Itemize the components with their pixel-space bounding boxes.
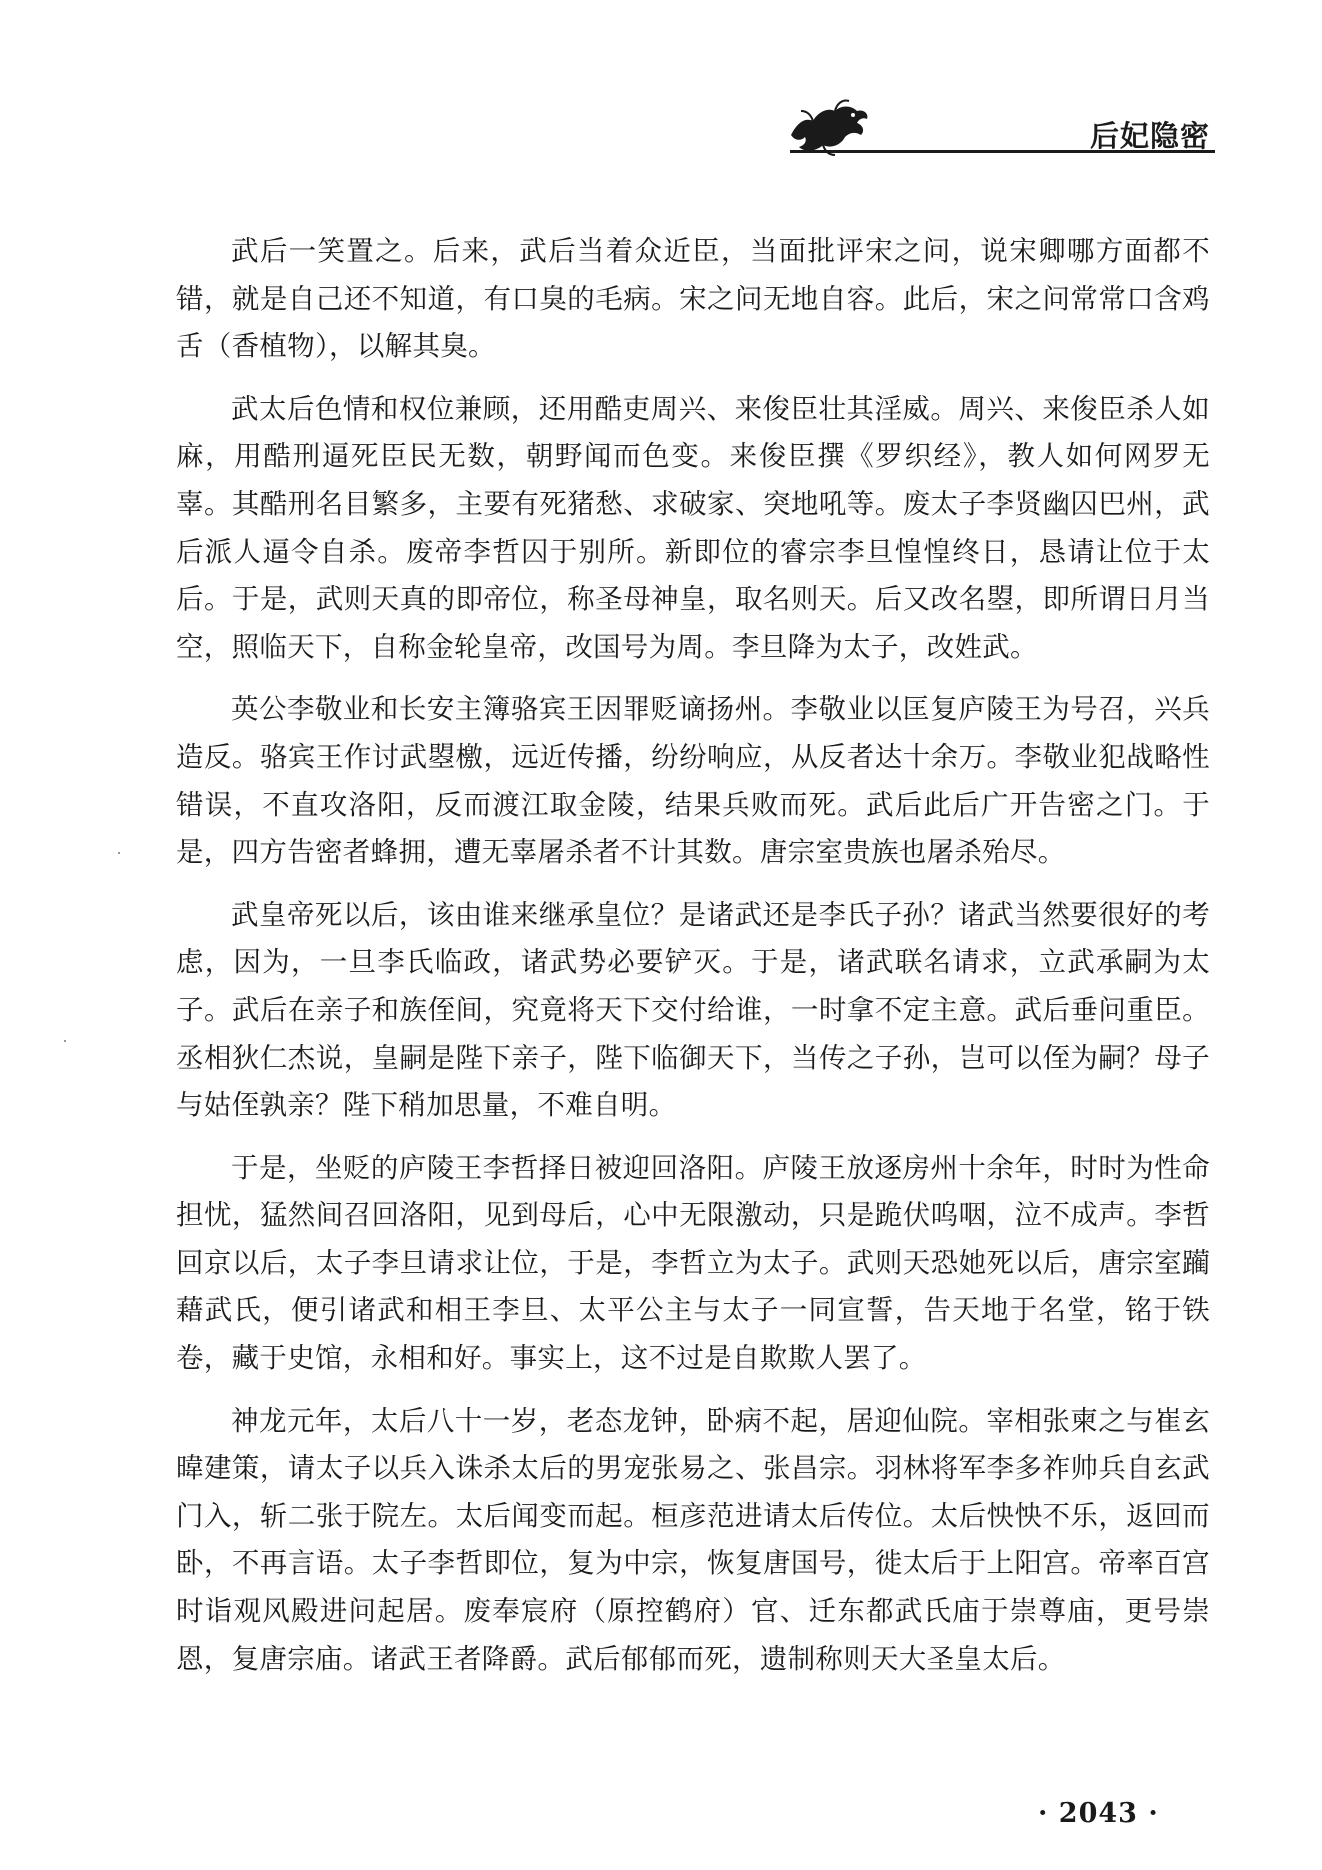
scan-speck (118, 852, 120, 854)
paragraph-4: 武皇帝死以后，该由谁来继承皇位？是诸武还是李氏子孙？诸武当然要很好的考虑，因为，一旦李氏临政，诸武势必要铲灭。于是，诸武联名请求，立武承嗣为太子。武后在亲子和族侄间，究竟将天下交付给谁，一时拿不定主意。武后垂问重臣。丞相狄仁杰说，皇嗣是陛下亲子，陛下临御天下，当传之子孙，岂可以侄为嗣？母子与姑侄孰亲？陛下稍加思量，不难自明。 (176, 898, 1210, 1122)
paragraph-3: 英公李敬业和长安主簿骆宾王因罪贬谪扬州。李敬业以匡复庐陵王为号召，兴兵造反。骆宾王作讨武曌檄，远近传播，纷纷响应，从反者达十余万。李敬业犯战略性错误，不直攻洛阳，反而渡江取金陵，结果兵败而死。武后此后广开告密之门。于是，四方告密者蜂拥，遭无辜屠杀者不计其数。唐宗室贵族也屠杀殆尽。 (176, 693, 1210, 869)
running-header-title: 后妃隐密 (1089, 119, 1210, 153)
paragraph-2: 武太后色情和权位兼顾，还用酷吏周兴、来俊臣壮其淫威。周兴、来俊臣杀人如麻，用酷刑逼死臣民无数，朝野闻而色变。来俊臣撰《罗织经》，教人如何网罗无辜。其酷刑名目繁多，主要有死猪愁、求破家、突地吼等。废太子李贤幽囚巴州，武后派人逼令自杀。废帝李哲囚于别所。新即位的睿宗李旦惶惶终日，恳请让位于太后。于是，武则天真的即帝位，称圣母神皇，取名则天。后又改名曌，即所谓日月当空，照临天下，自称金轮皇帝，改国号为周。李旦降为太子，改姓武。 (176, 392, 1210, 663)
paragraph-1: 武后一笑置之。后来，武后当着众近臣，当面批评宋之问，说宋卿哪方面都不错，就是自己还不知道，有口臭的毛病。宋之问无地自容。此后，宋之问常常口含鸡舌（香植物），以解其臭。 (176, 235, 1210, 363)
body-text (176, 228, 1210, 1698)
paragraph-5: 于是，坐贬的庐陵王李哲择日被迎回洛阳。庐陵王放逐房州十余年，时时为性命担忧，猛然间召回洛阳，见到母后，心中无限激动，只是跪伏呜咽，泣不成声。李哲回京以后，太子李旦请求让位，于是，李哲立为太子。武则天恐她死以后，唐宗室躏藉武氏，便引诸武和相王李旦、太平公主与太子一同宣誓，告天地于名堂，铭于铁卷，藏于史馆，永相和好。事实上，这不过是自欺欺人罢了。 (176, 1151, 1210, 1375)
scan-speck (64, 1040, 66, 1042)
page-number: · 2043 · (1038, 1798, 1159, 1829)
paragraph-6: 神龙元年，太后八十一岁，老态龙钟，卧病不起，居迎仙院。宰相张柬之与崔玄暐建策，请太子以兵入诛杀太后的男宠张易之、张昌宗。羽林将军李多祚帅兵自玄武门入，斩二张于院左。太后闻变而起。桓彦范进请太后传位。太后怏怏不乐，返回而卧，不再言语。太子李哲即位，复为中宗，恢复唐国号，徙太后于上阳宫。帝率百宫时诣观风殿进问起居。废奉宸府（原控鹤府）官、迁东都武氏庙于崇尊庙，更号崇恩，复唐宗庙。诸武王者降爵。武后郁郁而死，遗制称则天大圣皇太后。 (176, 1404, 1210, 1675)
page-header (0, 0, 1322, 170)
